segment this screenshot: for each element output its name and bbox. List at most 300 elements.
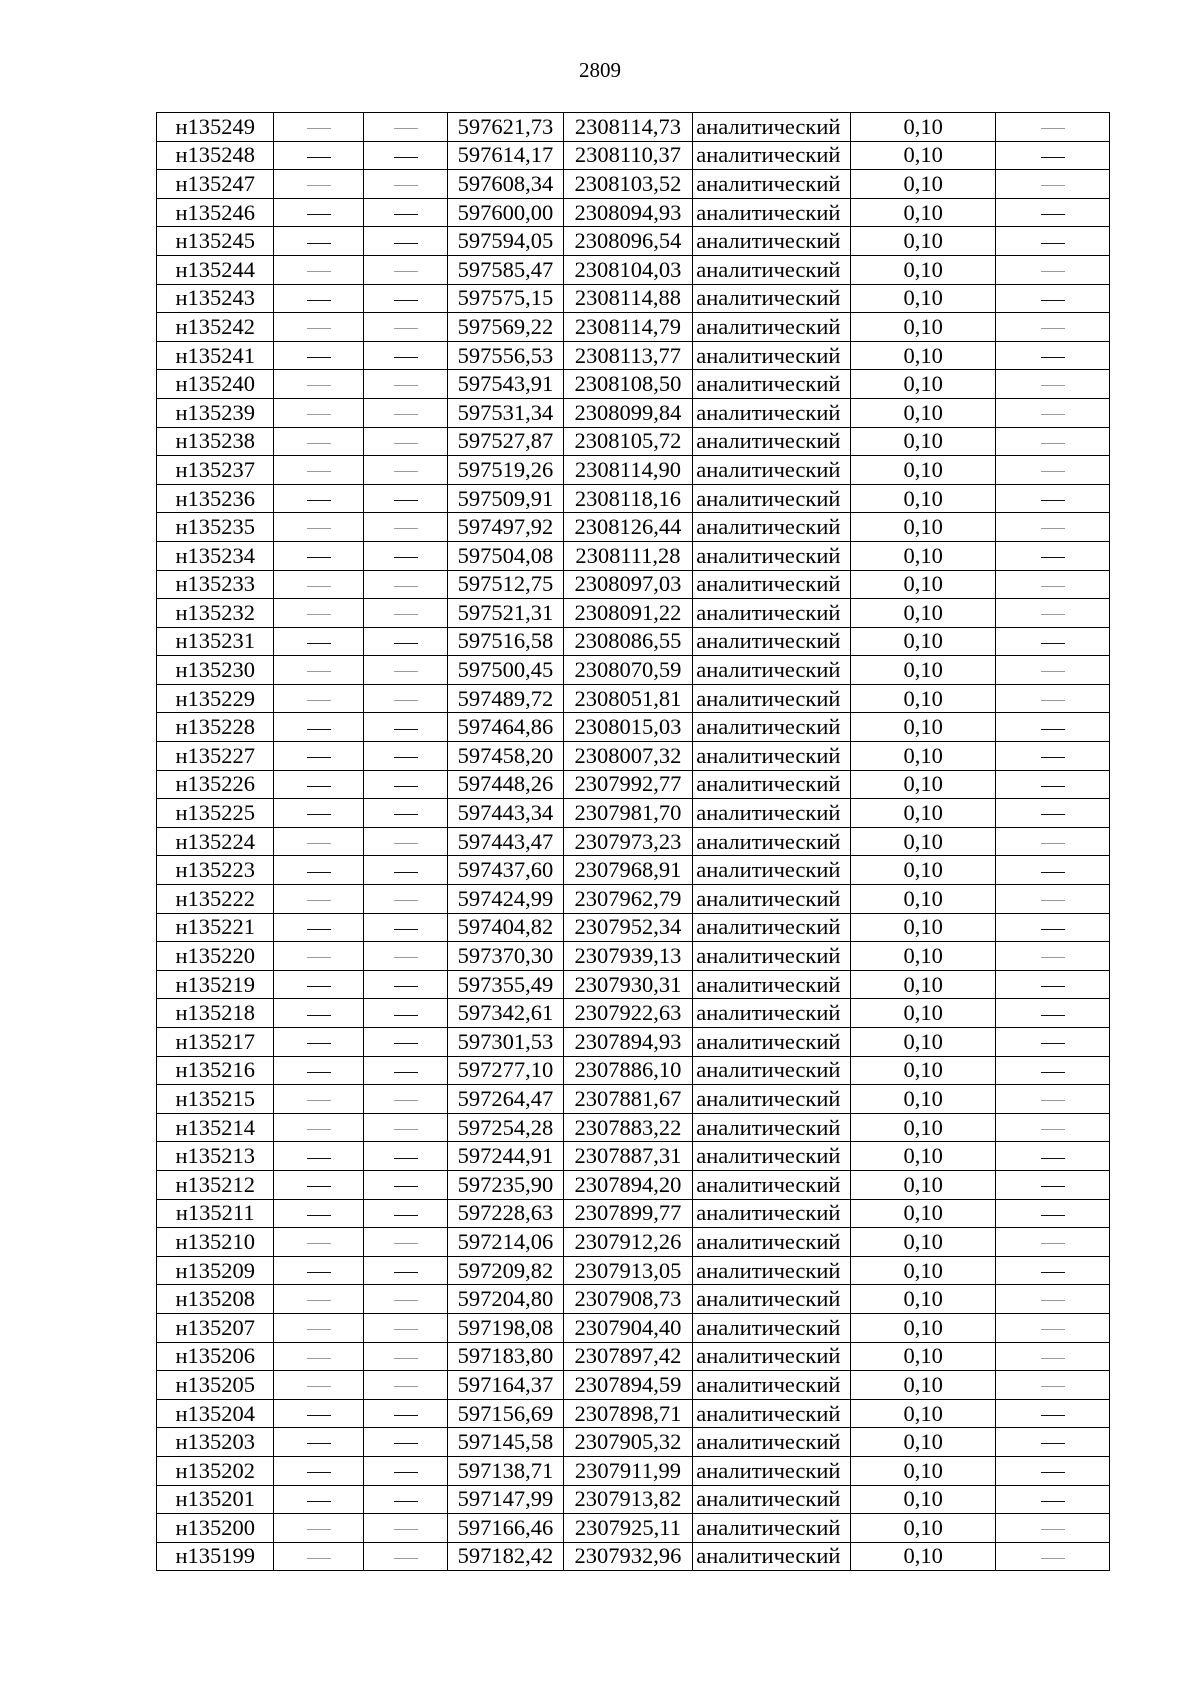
empty-cell (274, 970, 363, 999)
accuracy-cell: 0,10 (850, 198, 996, 227)
empty-cell (274, 1399, 363, 1428)
dash-mark (307, 1129, 331, 1130)
accuracy-cell: 0,10 (850, 1428, 996, 1457)
method-cell: аналитический (693, 1342, 851, 1371)
empty-cell (996, 942, 1110, 971)
empty-cell (996, 656, 1110, 685)
method-cell: аналитический (693, 827, 851, 856)
empty-cell (363, 113, 447, 142)
table-row (157, 942, 1110, 971)
y-coordinate-cell: 2307897,42 (563, 1342, 693, 1371)
table-row (157, 856, 1110, 885)
empty-cell (363, 1142, 447, 1171)
method-cell: аналитический (693, 713, 851, 742)
dash-mark (1041, 1272, 1065, 1273)
y-coordinate-cell: 2308126,44 (563, 513, 693, 542)
dash-mark (307, 300, 331, 301)
dash-mark (394, 1272, 418, 1273)
dash-mark (1041, 500, 1065, 501)
dash-mark (307, 271, 331, 272)
method-cell: аналитический (693, 1113, 851, 1142)
empty-cell (996, 1085, 1110, 1114)
method-cell: аналитический (693, 856, 851, 885)
empty-cell (274, 1170, 363, 1199)
y-coordinate-cell: 2308114,88 (563, 284, 693, 313)
method-cell: аналитический (693, 1028, 851, 1057)
dash-mark (1041, 185, 1065, 186)
point-name-cell: н135202 (157, 1456, 274, 1485)
dash-mark (1041, 157, 1065, 158)
dash-mark (307, 1300, 331, 1301)
dash-mark (394, 843, 418, 844)
point-name-cell: н135223 (157, 856, 274, 885)
y-coordinate-cell: 2307932,96 (563, 1542, 693, 1571)
y-coordinate-cell: 2308099,84 (563, 398, 693, 427)
empty-cell (274, 1085, 363, 1114)
dash-mark (1041, 1186, 1065, 1187)
y-coordinate-cell: 2307886,10 (563, 1056, 693, 1085)
point-name-cell: н135244 (157, 255, 274, 284)
dash-mark (1041, 814, 1065, 815)
method-cell: аналитический (693, 885, 851, 914)
table-row (157, 885, 1110, 914)
dash-mark (307, 1043, 331, 1044)
accuracy-cell: 0,10 (850, 1342, 996, 1371)
method-cell: аналитический (693, 1456, 851, 1485)
x-coordinate-cell: 597182,42 (448, 1542, 563, 1571)
method-cell: аналитический (693, 513, 851, 542)
empty-cell (363, 398, 447, 427)
dash-mark (394, 1158, 418, 1159)
method-cell: аналитический (693, 484, 851, 513)
empty-cell (996, 913, 1110, 942)
empty-cell (996, 1428, 1110, 1457)
empty-cell (996, 1142, 1110, 1171)
accuracy-cell: 0,10 (850, 599, 996, 628)
point-name-cell: н135233 (157, 570, 274, 599)
empty-cell (363, 913, 447, 942)
table-row (157, 255, 1110, 284)
dash-mark (394, 671, 418, 672)
dash-mark (394, 185, 418, 186)
accuracy-cell: 0,10 (850, 1371, 996, 1400)
accuracy-cell: 0,10 (850, 1285, 996, 1314)
y-coordinate-cell: 2307962,79 (563, 885, 693, 914)
empty-cell (996, 113, 1110, 142)
x-coordinate-cell: 597600,00 (448, 198, 563, 227)
x-coordinate-cell: 597608,34 (448, 170, 563, 199)
method-cell: аналитический (693, 656, 851, 685)
empty-cell (363, 1028, 447, 1057)
y-coordinate-cell: 2308113,77 (563, 341, 693, 370)
accuracy-cell: 0,10 (850, 370, 996, 399)
empty-cell (363, 1199, 447, 1228)
x-coordinate-cell: 597516,58 (448, 627, 563, 656)
y-coordinate-cell: 2307894,20 (563, 1170, 693, 1199)
accuracy-cell: 0,10 (850, 999, 996, 1028)
accuracy-cell: 0,10 (850, 1113, 996, 1142)
empty-cell (996, 484, 1110, 513)
dash-mark (394, 557, 418, 558)
dash-mark (394, 729, 418, 730)
point-name-cell: н135211 (157, 1199, 274, 1228)
dash-mark (307, 1272, 331, 1273)
dash-mark (1041, 385, 1065, 386)
empty-cell (363, 284, 447, 313)
point-name-cell: н135241 (157, 341, 274, 370)
point-name-cell: н135239 (157, 398, 274, 427)
method-cell: аналитический (693, 627, 851, 656)
dash-mark (307, 1529, 331, 1530)
dash-mark (394, 1300, 418, 1301)
empty-cell (996, 856, 1110, 885)
accuracy-cell: 0,10 (850, 484, 996, 513)
accuracy-cell: 0,10 (850, 570, 996, 599)
empty-cell (274, 656, 363, 685)
x-coordinate-cell: 597489,72 (448, 684, 563, 713)
dash-mark (1041, 557, 1065, 558)
dash-mark (394, 471, 418, 472)
y-coordinate-cell: 2308015,03 (563, 713, 693, 742)
table-row (157, 970, 1110, 999)
empty-cell (363, 799, 447, 828)
table-row (157, 1428, 1110, 1457)
point-name-cell: н135230 (157, 656, 274, 685)
empty-cell (996, 513, 1110, 542)
y-coordinate-cell: 2308108,50 (563, 370, 693, 399)
empty-cell (363, 856, 447, 885)
empty-cell (363, 427, 447, 456)
method-cell: аналитический (693, 770, 851, 799)
accuracy-cell: 0,10 (850, 684, 996, 713)
x-coordinate-cell: 597183,80 (448, 1342, 563, 1371)
dash-mark (307, 185, 331, 186)
empty-cell (996, 570, 1110, 599)
method-cell: аналитический (693, 1313, 851, 1342)
dash-mark (307, 528, 331, 529)
table-row (157, 1514, 1110, 1543)
table-row (157, 999, 1110, 1028)
empty-cell (996, 799, 1110, 828)
dash-mark (394, 1100, 418, 1101)
empty-cell (363, 999, 447, 1028)
point-name-cell: н135228 (157, 713, 274, 742)
dash-mark (307, 1158, 331, 1159)
empty-cell (274, 942, 363, 971)
empty-cell (274, 255, 363, 284)
accuracy-cell: 0,10 (850, 227, 996, 256)
dash-mark (307, 414, 331, 415)
point-name-cell: н135234 (157, 541, 274, 570)
point-name-cell: н135216 (157, 1056, 274, 1085)
empty-cell (274, 1313, 363, 1342)
empty-cell (996, 198, 1110, 227)
method-cell: аналитический (693, 913, 851, 942)
y-coordinate-cell: 2307899,77 (563, 1199, 693, 1228)
dash-mark (307, 671, 331, 672)
table-row (157, 1199, 1110, 1228)
empty-cell (274, 141, 363, 170)
x-coordinate-cell: 597527,87 (448, 427, 563, 456)
accuracy-cell: 0,10 (850, 913, 996, 942)
empty-cell (363, 541, 447, 570)
x-coordinate-cell: 597458,20 (448, 742, 563, 771)
accuracy-cell: 0,10 (850, 713, 996, 742)
accuracy-cell: 0,10 (850, 1399, 996, 1428)
accuracy-cell: 0,10 (850, 742, 996, 771)
point-name-cell: н135208 (157, 1285, 274, 1314)
empty-cell (274, 570, 363, 599)
empty-cell (274, 1514, 363, 1543)
empty-cell (363, 170, 447, 199)
empty-cell (274, 827, 363, 856)
x-coordinate-cell: 597264,47 (448, 1085, 563, 1114)
empty-cell (363, 1542, 447, 1571)
empty-cell (996, 456, 1110, 485)
page-number: 2809 (579, 58, 621, 82)
x-coordinate-cell: 597166,46 (448, 1514, 563, 1543)
empty-cell (363, 1113, 447, 1142)
empty-cell (996, 999, 1110, 1028)
dash-mark (394, 157, 418, 158)
empty-cell (363, 770, 447, 799)
empty-cell (996, 827, 1110, 856)
method-cell: аналитический (693, 1542, 851, 1571)
point-name-cell: н135236 (157, 484, 274, 513)
table-row (157, 684, 1110, 713)
table-row (157, 456, 1110, 485)
empty-cell (274, 1342, 363, 1371)
x-coordinate-cell: 597443,34 (448, 799, 563, 828)
empty-cell (363, 684, 447, 713)
empty-cell (274, 913, 363, 942)
method-cell: аналитический (693, 255, 851, 284)
method-cell: аналитический (693, 1228, 851, 1257)
dash-mark (307, 443, 331, 444)
dash-mark (307, 157, 331, 158)
y-coordinate-cell: 2307894,59 (563, 1371, 693, 1400)
empty-cell (274, 456, 363, 485)
y-coordinate-cell: 2307930,31 (563, 970, 693, 999)
table-row (157, 570, 1110, 599)
accuracy-cell: 0,10 (850, 1142, 996, 1171)
table-row (157, 1342, 1110, 1371)
dash-mark (1041, 1158, 1065, 1159)
dash-mark (394, 500, 418, 501)
empty-cell (996, 599, 1110, 628)
accuracy-cell: 0,10 (850, 627, 996, 656)
dash-mark (307, 1358, 331, 1359)
empty-cell (363, 970, 447, 999)
table-row (157, 656, 1110, 685)
dash-mark (1041, 614, 1065, 615)
dash-mark (394, 1072, 418, 1073)
dash-mark (1041, 929, 1065, 930)
table-row (157, 627, 1110, 656)
empty-cell (996, 770, 1110, 799)
empty-cell (274, 170, 363, 199)
dash-mark (1041, 843, 1065, 844)
empty-cell (363, 1456, 447, 1485)
table-row (157, 1285, 1110, 1314)
accuracy-cell: 0,10 (850, 255, 996, 284)
table-row (157, 770, 1110, 799)
dash-mark (1041, 128, 1065, 129)
y-coordinate-cell: 2307968,91 (563, 856, 693, 885)
dash-mark (394, 1501, 418, 1502)
empty-cell (363, 627, 447, 656)
table-row (157, 1313, 1110, 1342)
dash-mark (394, 986, 418, 987)
empty-cell (996, 1399, 1110, 1428)
dash-mark (307, 700, 331, 701)
method-cell: аналитический (693, 1170, 851, 1199)
table-row (157, 313, 1110, 342)
table-row (157, 398, 1110, 427)
point-name-cell: н135219 (157, 970, 274, 999)
table-row (157, 1056, 1110, 1085)
dash-mark (394, 1358, 418, 1359)
dash-mark (1041, 1358, 1065, 1359)
point-name-cell: н135229 (157, 684, 274, 713)
empty-cell (274, 599, 363, 628)
point-name-cell: н135207 (157, 1313, 274, 1342)
dash-mark (307, 1015, 331, 1016)
empty-cell (363, 599, 447, 628)
method-cell: аналитический (693, 341, 851, 370)
accuracy-cell: 0,10 (850, 1028, 996, 1057)
empty-cell (363, 255, 447, 284)
x-coordinate-cell: 597355,49 (448, 970, 563, 999)
empty-cell (274, 1056, 363, 1085)
accuracy-cell: 0,10 (850, 770, 996, 799)
accuracy-cell: 0,10 (850, 284, 996, 313)
empty-cell (996, 713, 1110, 742)
y-coordinate-cell: 2307894,93 (563, 1028, 693, 1057)
method-cell: аналитический (693, 1399, 851, 1428)
y-coordinate-cell: 2307913,82 (563, 1485, 693, 1514)
table-row (157, 1485, 1110, 1514)
empty-cell (363, 1313, 447, 1342)
x-coordinate-cell: 597497,92 (448, 513, 563, 542)
empty-cell (274, 341, 363, 370)
table-row (157, 742, 1110, 771)
empty-cell (363, 198, 447, 227)
empty-cell (363, 1256, 447, 1285)
dash-mark (307, 1329, 331, 1330)
empty-cell (996, 1113, 1110, 1142)
dash-mark (394, 414, 418, 415)
dash-mark (307, 243, 331, 244)
dash-mark (394, 700, 418, 701)
table-row (157, 1542, 1110, 1571)
empty-cell (274, 1542, 363, 1571)
empty-cell (363, 827, 447, 856)
x-coordinate-cell: 597370,30 (448, 942, 563, 971)
dash-mark (394, 786, 418, 787)
x-coordinate-cell: 597437,60 (448, 856, 563, 885)
y-coordinate-cell: 2308096,54 (563, 227, 693, 256)
x-coordinate-cell: 597512,75 (448, 570, 563, 599)
empty-cell (363, 570, 447, 599)
dash-mark (1041, 1015, 1065, 1016)
dash-mark (394, 1529, 418, 1530)
dash-mark (307, 1186, 331, 1187)
x-coordinate-cell: 597404,82 (448, 913, 563, 942)
x-coordinate-cell: 597448,26 (448, 770, 563, 799)
empty-cell (274, 370, 363, 399)
empty-cell (996, 1514, 1110, 1543)
empty-cell (996, 1256, 1110, 1285)
point-name-cell: н135246 (157, 198, 274, 227)
empty-cell (274, 1199, 363, 1228)
table-row (157, 1228, 1110, 1257)
x-coordinate-cell: 597543,91 (448, 370, 563, 399)
method-cell: аналитический (693, 742, 851, 771)
empty-cell (363, 885, 447, 914)
table-row (157, 799, 1110, 828)
x-coordinate-cell: 597204,80 (448, 1285, 563, 1314)
point-name-cell: н135245 (157, 227, 274, 256)
dash-mark (1041, 414, 1065, 415)
dash-mark (307, 1558, 331, 1559)
dash-mark (394, 957, 418, 958)
method-cell: аналитический (693, 1485, 851, 1514)
method-cell: аналитический (693, 284, 851, 313)
empty-cell (363, 1428, 447, 1457)
table-row (157, 599, 1110, 628)
empty-cell (996, 427, 1110, 456)
y-coordinate-cell: 2308097,03 (563, 570, 693, 599)
point-name-cell: н135199 (157, 1542, 274, 1571)
table-row (157, 1085, 1110, 1114)
empty-cell (363, 1085, 447, 1114)
dash-mark (394, 243, 418, 244)
empty-cell (996, 370, 1110, 399)
dash-mark (394, 1043, 418, 1044)
table-row (157, 1371, 1110, 1400)
table-row (157, 113, 1110, 142)
y-coordinate-cell: 2307908,73 (563, 1285, 693, 1314)
dash-mark (394, 214, 418, 215)
dash-mark (307, 900, 331, 901)
table-row (157, 1170, 1110, 1199)
dash-mark (394, 443, 418, 444)
point-name-cell: н135237 (157, 456, 274, 485)
dash-mark (1041, 1386, 1065, 1387)
method-cell: аналитический (693, 1199, 851, 1228)
x-coordinate-cell: 597235,90 (448, 1170, 563, 1199)
y-coordinate-cell: 2307881,67 (563, 1085, 693, 1114)
point-name-cell: н135222 (157, 885, 274, 914)
accuracy-cell: 0,10 (850, 1085, 996, 1114)
table-row (157, 370, 1110, 399)
point-name-cell: н135217 (157, 1028, 274, 1057)
point-name-cell: н135238 (157, 427, 274, 456)
empty-cell (363, 1514, 447, 1543)
point-name-cell: н135240 (157, 370, 274, 399)
table-row (157, 713, 1110, 742)
x-coordinate-cell: 597277,10 (448, 1056, 563, 1085)
dash-mark (307, 614, 331, 615)
dash-mark (394, 328, 418, 329)
empty-cell (996, 1199, 1110, 1228)
y-coordinate-cell: 2308111,28 (563, 541, 693, 570)
x-coordinate-cell: 597198,08 (448, 1313, 563, 1342)
y-coordinate-cell: 2308007,32 (563, 742, 693, 771)
y-coordinate-cell: 2307898,71 (563, 1399, 693, 1428)
empty-cell (363, 1056, 447, 1085)
